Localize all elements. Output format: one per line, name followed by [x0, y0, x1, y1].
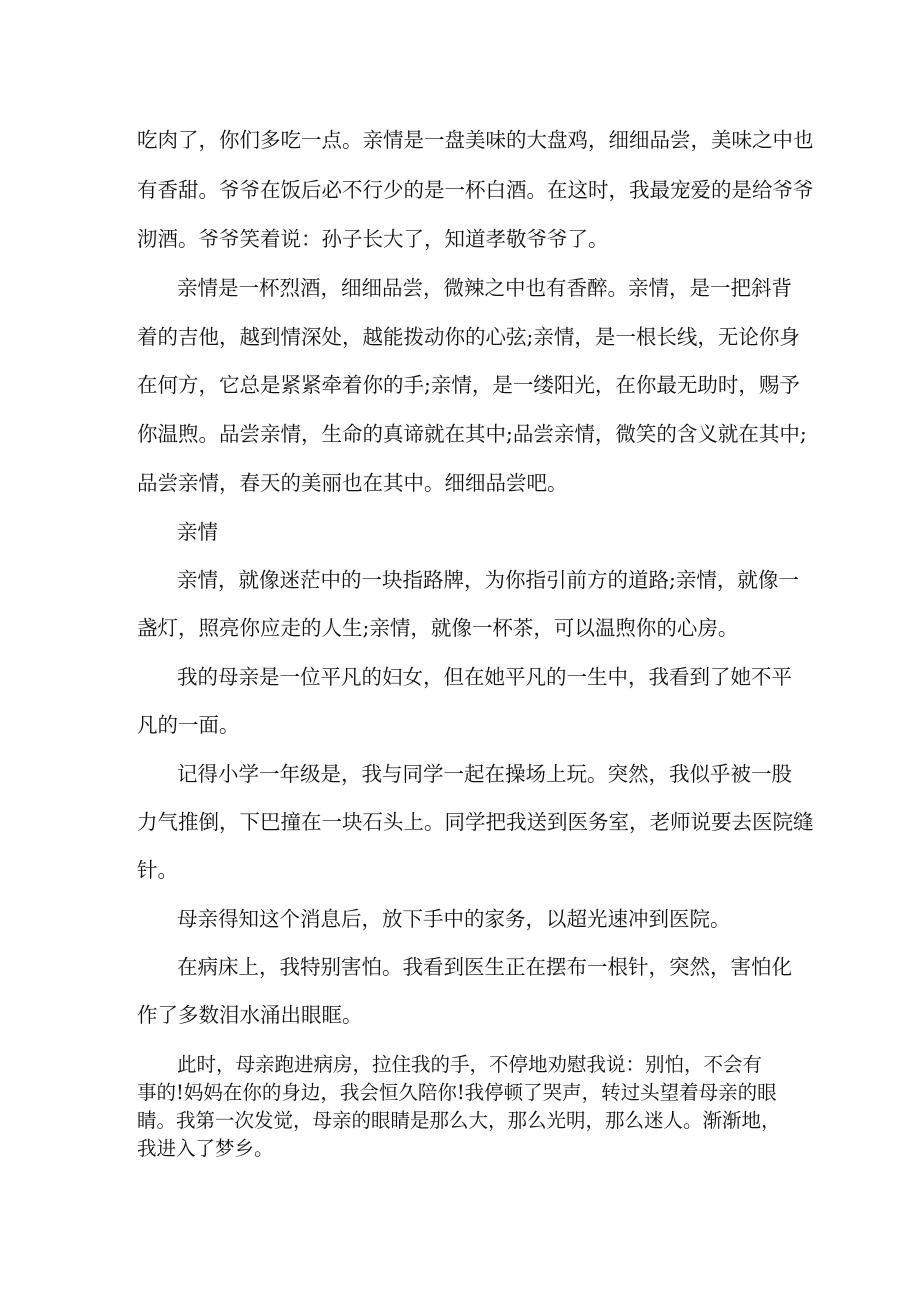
- document-page: 吃肉了，你们多吃一点。亲情是一盘美味的大盘鸡，细细品尝，美味之中也 有香甜。爷爷在饭后必不行少的是一杯白酒。在这时，我最宠爱的是给爷爷 沏酒。爷爷笑着说：孙子长大了，知道孝敬爷爷了。 亲情是一杯烈酒，细细品尝，微辣之中也有香醉。亲情，是一把斜背 着的吉他，越到情深处，越能拨动你的心弦;亲情，是一根长线，无论你身 在何方，它总是紧紧牵着你的手;亲情，是一缕阳光，在你最无助时，赐予 你温煦。品尝亲情，生命的真谛就在其中;品尝亲情，微笑的含义就在其中; 品尝亲情，春天的美丽也在其中。细细品尝吧。 亲情 亲情，就像迷茫中的一块指路牌，为你指引前方的道路;亲情，就像一 盏灯，照亮你应走的人生;亲情，就像一杯茶，可以温煦你的心房。 我的母亲是一位平凡的妇女，但在她平凡的一生中，我看到了她不平 凡的一面。 记得小学一年级是，我与同学一起在操场上玩。突然，我似乎被一股 力气推倒，下巴撞在一块石头上。同学把我送到医务室，老师说要去医院缝 针。 母亲得知这个消息后，放下手中的家务，以超光速冲到医院。 在病床上，我特别害怕。我看到医生正在摆布一根针，突然，害怕化 作了多数泪水涌出眼眶。 此时，母亲跑进病房，拉住我的手，不停地劝慰我说：别怕，不会有 事的!妈妈在你的身边，我会恒久陪你!我停顿了哭声，转过头望着母亲的眼 睛。我第一次发觉，母亲的眼睛是那么大，那么光明，那么迷人。渐渐地， 我进入了梦乡。: [137, 128, 814, 1160]
